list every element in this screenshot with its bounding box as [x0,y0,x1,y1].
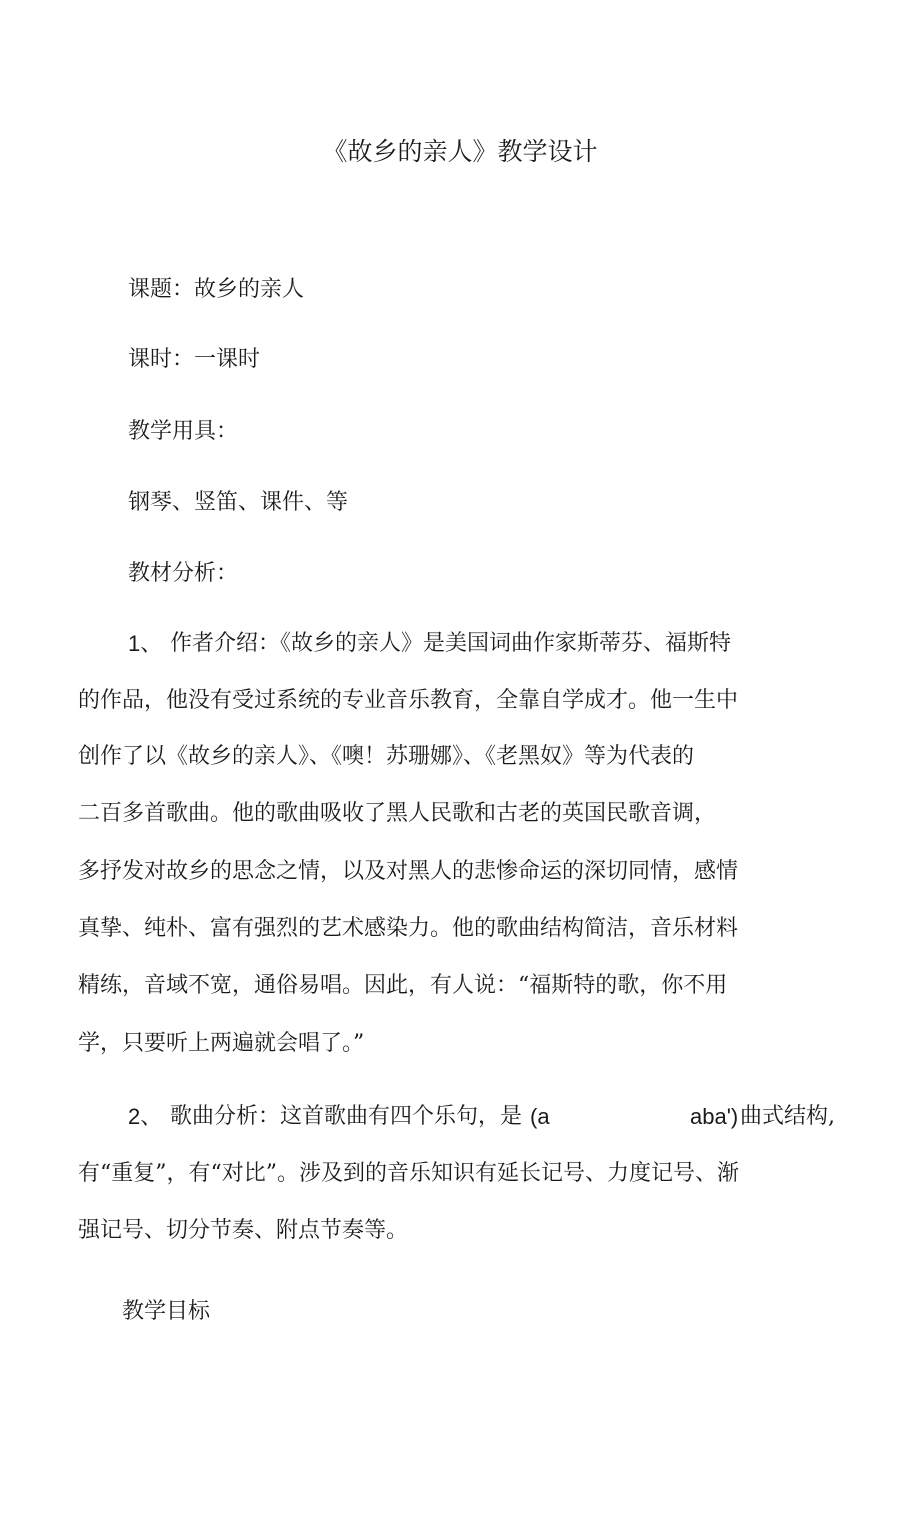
para1-number: 1、 [128,631,163,656]
para1-line: 的作品，他没有受过系统的专业音乐教育，全靠自学成才。他一生中 [78,688,739,713]
para2-form-a: (a [530,1104,550,1129]
tools-heading: 教学用具： [128,419,239,444]
para2-form-aba: aba') [690,1104,739,1129]
para1-line: 二百多首歌曲。他的歌曲吸收了黑人民歌和古老的英国民歌音调， [78,801,717,826]
page-title: 《故乡的亲人》教学设计 [322,137,598,166]
para1-line: 创作了以《故乡的亲人》、《噢！苏珊娜》、《老黑奴》等为代表的 [78,744,695,769]
para2-line: 曲式结构, [740,1104,835,1129]
analysis-heading: 教材分析： [128,561,239,586]
para1-line: 作者介绍：《故乡的亲人》是美国词曲作家斯蒂芬、福斯特 [170,631,732,656]
para1-line: 多抒发对故乡的思念之情，以及对黑人的悲惨命运的深切同情，感情 [78,859,739,884]
topic-line: 课题：故乡的亲人 [128,277,305,302]
para2-line: 有“重复”，有“对比”。涉及到的音乐知识有延长记号、力度记号、渐 [78,1161,739,1186]
period-line: 课时：一课时 [128,347,261,372]
para2-line: 强记号、切分节奏、附点节奏等。 [78,1218,409,1243]
para2-number: 2、 [128,1104,163,1129]
para1-line: 学，只要听上两遍就会唱了。” [78,1031,365,1056]
para2-line: 歌曲分析：这首歌曲有四个乐句，是 [170,1104,523,1129]
para1-line: 真挚、纯朴、富有强烈的艺术感染力。他的歌曲结构简洁，音乐材料 [78,916,739,941]
goals-heading: 教学目标 [122,1299,211,1324]
tools-line: 钢琴、竖笛、课件、等 [128,490,349,515]
para1-line: 精练，音域不宽，通俗易唱。因此，有人说：“福斯特的歌，你不用 [78,973,728,998]
